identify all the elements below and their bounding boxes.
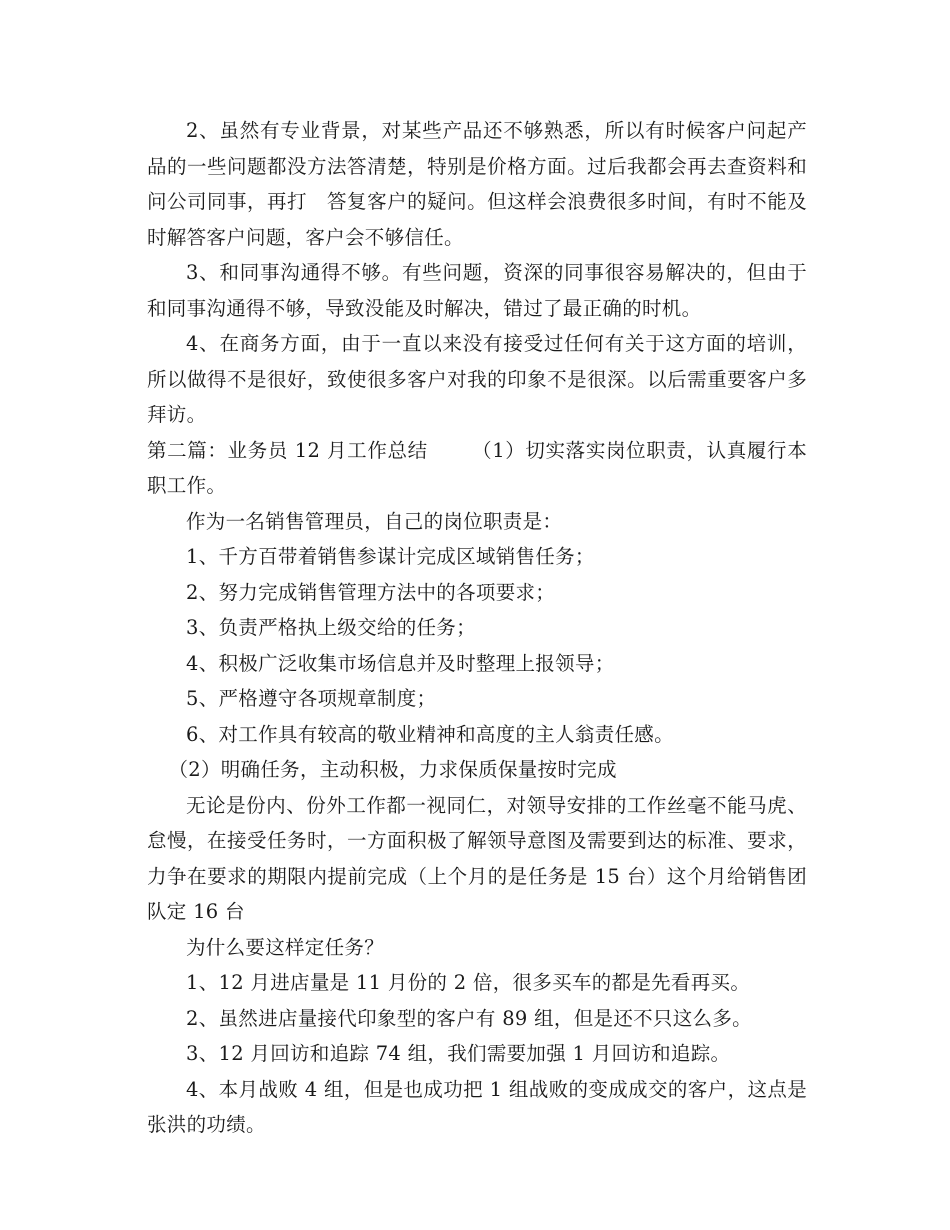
list-item-duty-2: 2、努力完成销售管理方法中的各项要求； [186, 580, 556, 604]
list-item-duty-5: 5、严格遵守各项规章制度； [186, 687, 437, 710]
section-1-heading: （1）切实落实岗位职责，认真履行本职工作。 [147, 438, 807, 497]
paragraph-task-attitude: 无论是份内、份外工作都一视同仁，对领导安排的工作丝毫不能马虎、怠慢，在接受任务时，一方面积极了解领导意图及需要到达的标准、要求，力争在要求的期限内提前完成（上个月的是任务是 15 台）这个月给销售团队定 16 台 [147, 793, 807, 923]
paragraph-task-question: 为什么要这样定任务？ [186, 935, 385, 959]
list-item-duty-6: 6、对工作具有较高的敬业精神和高度的主人翁责任感。 [186, 722, 674, 746]
document-body [147, 113, 807, 1143]
paragraph-colleague-communication: 3、和同事沟通得不够。有些问题，资深的同事很容易解决的，但由于和同事沟通得不够，导致没能及时解决，错过了最正确的时机。 [147, 261, 807, 320]
paragraph-second-article-heading [147, 433, 807, 504]
list-item-duty-3: 3、负责严格执上级交给的任务； [186, 616, 476, 639]
list-item-reason-1: 1、12 月进店量是 11 月份的 2 倍，很多买车的都是先看再买。 [186, 971, 751, 994]
list-item-reason-4: 4、本月战败 4 组，但是也成功把 1 组战败的变成成交的客户，这点是张洪的功绩。 [147, 1077, 807, 1136]
list-item-reason-2: 2、虽然进店量接代印象型的客户有 89 组，但是还不只这么多。 [186, 1006, 752, 1030]
paragraph-business-training: 4、在商务方面，由于一直以来没有接受过任何有关于这方面的培训，所以做得不是很好，致使很多客户对我的印象不是很深。以后需重要客户多拜访。 [147, 332, 807, 426]
paragraph-product-knowledge: 2、虽然有专业背景，对某些产品还不够熟悉，所以有时候客户问起产品的一些问题都没方法答清楚，特别是价格方面。过后我都会再去查资料和问公司同事，再打 答复客户的疑问。但这样会浪费很多时间，有时不能及时解答客户问题，客户会不够信任。 [147, 119, 807, 249]
paragraph-role-intro: 作为一名销售管理员，自己的岗位职责是： [186, 509, 563, 533]
list-item-duty-4: 4、积极广泛收集市场信息并及时整理上报领导； [186, 651, 615, 675]
second-article-title: 第二篇：业务员 12 月工作总结 [147, 438, 428, 462]
list-item-reason-3: 3、12 月回访和追踪 74 组，我们需要加强 1 月回访和追踪。 [186, 1042, 731, 1065]
section-2-heading: （2）明确任务，主动积极，力求保质保量按时完成 [168, 758, 617, 781]
list-item-duty-1: 1、千方百带着销售参谋计完成区域销售任务； [186, 545, 595, 568]
